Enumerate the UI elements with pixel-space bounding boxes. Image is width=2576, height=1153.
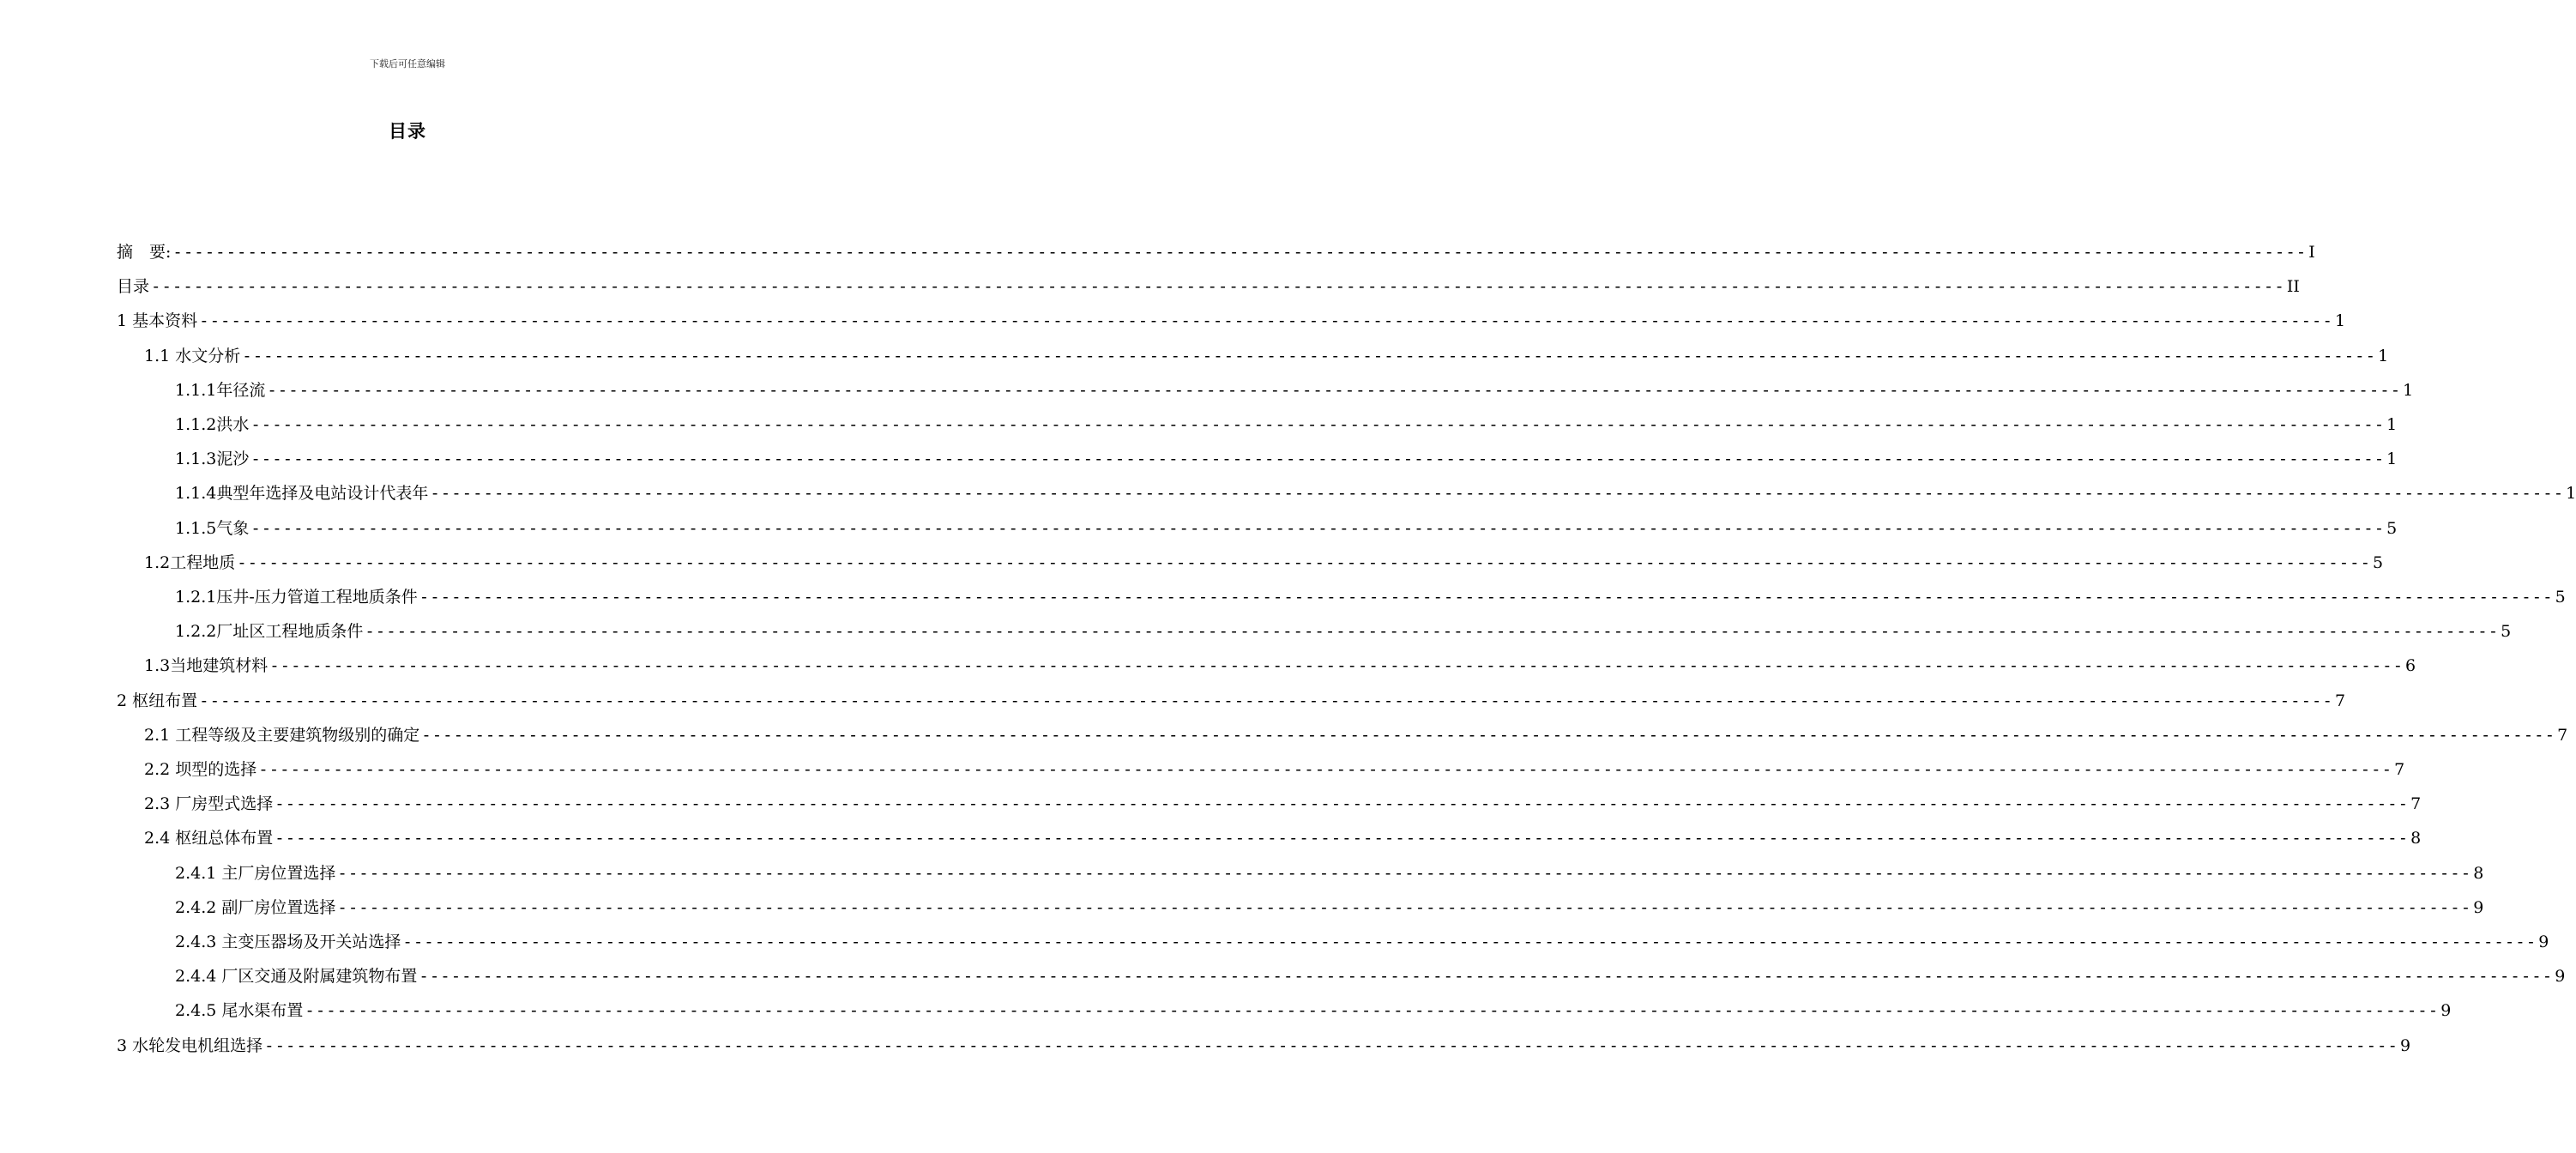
toc-entry-text: 1.2.1压井-压力管道工程地质条件 <box>175 588 418 607</box>
toc-entry-text: 1.1 水文分析 <box>144 346 241 365</box>
toc-entry-text: 2.4.4 厂区交通及附属建筑物布置 <box>175 967 418 987</box>
toc-entry[interactable] <box>175 442 2398 476</box>
toc-entry-text: 2.4 枢纽总体布置 <box>144 829 274 848</box>
toc-leader: -------------------------------------------------------------------------------------------------------------------------------------------------------------------------------------------------------- <box>402 933 2537 951</box>
toc-entry[interactable] <box>144 752 2405 787</box>
toc-entry[interactable] <box>175 856 2484 890</box>
toc-leader: -------------------------------------------------------------------------------------------------------------------------------------------------------------------------------------------------------- <box>419 967 2554 987</box>
toc-page-number: 9 <box>2473 897 2484 917</box>
toc-entry-text: 目录 <box>117 277 150 297</box>
toc-entry-text: 2 枢纽布置 <box>117 691 198 710</box>
toc-entry-text: 1.2.2厂址区工程地质条件 <box>175 622 364 642</box>
toc-page-number: 1 <box>2334 311 2346 331</box>
toc-page-number: 9 <box>2555 967 2566 987</box>
toc-page-number: 1 <box>2378 346 2389 365</box>
toc-entry[interactable] <box>144 718 2568 752</box>
toc-entry[interactable] <box>175 407 2398 442</box>
toc-leader: -------------------------------------------------------------------------------------------------------------------------------------------------------------------------------------------------------- <box>269 656 2404 676</box>
toc-page-number: 5 <box>2373 552 2384 572</box>
toc-entry-text: 2.2 坝型的选择 <box>144 760 257 779</box>
toc-leader: -------------------------------------------------------------------------------------------------------------------------------------------------------------------------------------------------------- <box>199 691 2333 710</box>
toc-entry[interactable] <box>117 269 2300 304</box>
toc-leader: -------------------------------------------------------------------------------------------------------------------------------------------------------------------------------------------------------- <box>337 863 2472 883</box>
toc-entry[interactable] <box>175 925 2549 959</box>
toc-page-number: 8 <box>2473 863 2484 883</box>
toc-entry-text: 2.4.2 副厂房位置选择 <box>175 897 336 917</box>
toc-leader: -------------------------------------------------------------------------------------------------------------------------------------------------------------------------------------------------------- <box>305 1001 2440 1021</box>
toc-leader: -------------------------------------------------------------------------------------------------------------------------------------------------------------------------------------------------------- <box>430 484 2565 504</box>
toc-page-number: 5 <box>2386 518 2398 538</box>
toc-entry[interactable] <box>175 993 2452 1028</box>
toc-entry-text: 1.1.1年径流 <box>175 380 266 400</box>
toc-entry-text: 1.1.2洪水 <box>175 415 250 434</box>
toc-page-number: 1 <box>2386 450 2398 469</box>
toc-entry[interactable] <box>175 959 2566 993</box>
toc-entry-text: 摘 要: <box>117 243 172 262</box>
toc-page-number: 7 <box>2557 725 2568 745</box>
toc-entry[interactable] <box>144 546 2384 580</box>
toc-leader: -------------------------------------------------------------------------------------------------------------------------------------------------------------------------------------------------------- <box>264 1035 2398 1055</box>
toc-page-number: 7 <box>2410 794 2422 814</box>
toc-page-number: 1 <box>2386 415 2398 434</box>
toc-entry[interactable] <box>175 511 2398 546</box>
toc-page-number: 6 <box>2405 656 2416 676</box>
toc-leader: -------------------------------------------------------------------------------------------------------------------------------------------------------------------------------------------------------- <box>151 277 2285 297</box>
toc-leader: -------------------------------------------------------------------------------------------------------------------------------------------------------------------------------------------------------- <box>172 243 2308 262</box>
toc-entry[interactable] <box>144 821 2422 855</box>
toc-entry[interactable] <box>117 684 2346 718</box>
header-note: 下载后可任意编辑 <box>370 58 445 69</box>
toc-entry[interactable] <box>117 304 2346 338</box>
toc-entry[interactable] <box>175 890 2484 925</box>
toc-leader: -------------------------------------------------------------------------------------------------------------------------------------------------------------------------------------------------------- <box>237 552 2372 572</box>
toc-entry-text: 1.1.4典型年选择及电站设计代表年 <box>175 484 429 504</box>
toc-page-number: 1 <box>2403 380 2414 400</box>
toc-page-number: 7 <box>2394 760 2405 779</box>
toc-leader: -------------------------------------------------------------------------------------------------------------------------------------------------------------------------------------------------------- <box>250 518 2386 538</box>
toc-page-number: 7 <box>2334 691 2346 710</box>
page-title: 目录 <box>389 121 426 142</box>
toc-entry-text: 3 水轮发电机组选择 <box>117 1035 263 1055</box>
toc-entry[interactable] <box>175 373 2414 407</box>
toc-leader: -------------------------------------------------------------------------------------------------------------------------------------------------------------------------------------------------------- <box>267 380 2402 400</box>
toc-page-number: 5 <box>2555 588 2566 607</box>
toc-entry[interactable] <box>175 614 2512 649</box>
toc-entry[interactable] <box>117 235 2315 269</box>
toc-entry-text: 1.3当地建筑材料 <box>144 656 268 676</box>
toc-page-number: 9 <box>2440 1001 2452 1021</box>
toc-entry-text: 2.3 厂房型式选择 <box>144 794 274 814</box>
toc-page-number: 1 <box>2566 484 2576 504</box>
toc-entry[interactable] <box>144 649 2416 683</box>
toc-entry[interactable] <box>144 339 2389 373</box>
toc-leader: -------------------------------------------------------------------------------------------------------------------------------------------------------------------------------------------------------- <box>250 450 2386 469</box>
toc-leader: -------------------------------------------------------------------------------------------------------------------------------------------------------------------------------------------------------- <box>337 897 2472 917</box>
toc-entry[interactable] <box>117 1029 2411 1063</box>
toc-leader: -------------------------------------------------------------------------------------------------------------------------------------------------------------------------------------------------------- <box>258 760 2393 779</box>
toc-entry-text: 2.4.3 主变压器场及开关站选择 <box>175 933 401 951</box>
toc-page-number: 8 <box>2410 829 2422 848</box>
toc-entry-text: 1.2工程地质 <box>144 552 236 572</box>
toc-page-number: 9 <box>2399 1035 2411 1055</box>
toc-leader: -------------------------------------------------------------------------------------------------------------------------------------------------------------------------------------------------------- <box>274 829 2410 848</box>
toc-entry-text: 1.1.5气象 <box>175 518 250 538</box>
toc-leader: -------------------------------------------------------------------------------------------------------------------------------------------------------------------------------------------------------- <box>365 622 2500 642</box>
toc-page-number: II <box>2286 277 2300 297</box>
toc-leader: -------------------------------------------------------------------------------------------------------------------------------------------------------------------------------------------------------- <box>419 588 2554 607</box>
toc-entry-text: 1.1.3泥沙 <box>175 450 250 469</box>
toc-entry-text: 2.4.5 尾水渠布置 <box>175 1001 304 1021</box>
toc-page-number: 9 <box>2538 933 2549 951</box>
toc-entry[interactable] <box>175 476 2576 510</box>
toc-leader: -------------------------------------------------------------------------------------------------------------------------------------------------------------------------------------------------------- <box>199 311 2333 331</box>
toc-leader: -------------------------------------------------------------------------------------------------------------------------------------------------------------------------------------------------------- <box>242 346 2377 365</box>
toc-entry[interactable] <box>144 787 2422 821</box>
toc-leader: -------------------------------------------------------------------------------------------------------------------------------------------------------------------------------------------------------- <box>421 725 2556 745</box>
toc-entry-text: 2.4.1 主厂房位置选择 <box>175 863 336 883</box>
toc-entry[interactable] <box>175 580 2566 614</box>
toc-leader: -------------------------------------------------------------------------------------------------------------------------------------------------------------------------------------------------------- <box>274 794 2410 814</box>
toc-page-number: I <box>2308 243 2315 262</box>
toc-leader: -------------------------------------------------------------------------------------------------------------------------------------------------------------------------------------------------------- <box>250 415 2386 434</box>
toc-entry-text: 1 基本资料 <box>117 311 198 331</box>
toc-entry-text: 2.1 工程等级及主要建筑物级别的确定 <box>144 725 420 745</box>
toc-page-number: 5 <box>2501 622 2512 642</box>
